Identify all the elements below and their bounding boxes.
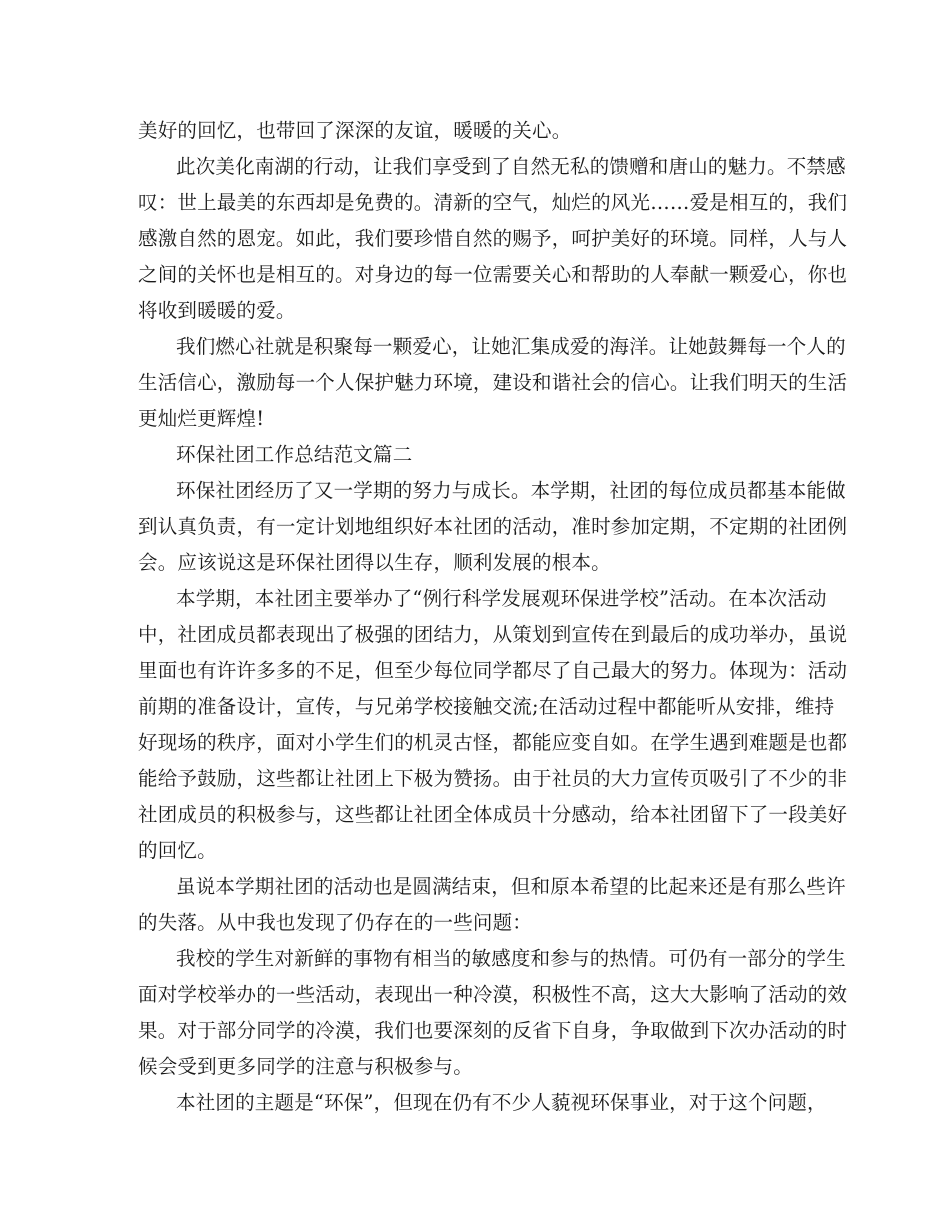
text-line: 中，社团成员都表现出了极强的团结力，从策划到宣传在到最后的成功举办，虽说 bbox=[138, 623, 848, 646]
text-line: 虽说本学期社团的活动也是圆满结束，但和原本希望的比起来还是有那么些许 bbox=[176, 875, 846, 898]
text-line: 环保社团经历了又一学期的努力与成长。本学期，社团的每位成员都基本能做 bbox=[176, 479, 846, 502]
text-line: 面对学校举办的一些活动，表现出一种冷漠，积极性不高，这大大影响了活动的效 bbox=[138, 983, 848, 1006]
text-line: 美好的回忆，也带回了深深的友谊，暖暖的关心。 bbox=[138, 119, 572, 142]
section-heading: 环保社团工作总结范文篇二 bbox=[176, 443, 413, 466]
text-line: 本社团的主题是“环保”，但现在仍有不少人藐视环保事业，对于这个问题， bbox=[176, 1091, 827, 1114]
text-line: 会。应该说这是环保社团得以生存，顺利发展的根本。 bbox=[138, 551, 611, 574]
text-line: 的失落。从中我也发现了仍存在的一些问题： bbox=[138, 911, 533, 934]
text-line: 能给予鼓励，这些都让社团上下极为赞扬。由于社员的大力宣传页吸引了不少的非 bbox=[138, 767, 848, 790]
text-line: 到认真负责，有一定计划地组织好本社团的活动，准时参加定期，不定期的社团例 bbox=[138, 515, 848, 538]
text-line: 社团成员的积极参与，这些都让社团全体成员十分感动，给本社团留下了一段美好 bbox=[138, 803, 848, 826]
text-line: 里面也有许许多多的不足，但至少每位同学都尽了自己最大的努力。体现为：活动 bbox=[138, 659, 848, 682]
text-line: 之间的关怀也是相互的。对身边的每一位需要关心和帮助的人奉献一颗爱心，你也 bbox=[138, 263, 848, 286]
text-line: 叹：世上最美的东西却是免费的。清新的空气，灿烂的风光……爱是相互的，我们 bbox=[138, 191, 848, 214]
text-line: 好现场的秩序，面对小学生们的机灵古怪，都能应变自如。在学生遇到难题是也都 bbox=[138, 731, 848, 754]
text-line: 我校的学生对新鲜的事物有相当的敏感度和参与的热情。可仍有一部分的学生 bbox=[176, 947, 846, 970]
text-line: 更灿烂更辉煌! bbox=[138, 407, 265, 430]
text-line: 感激自然的恩宠。如此，我们要珍惜自然的赐予，呵护美好的环境。同样，人与人 bbox=[138, 227, 848, 250]
text-line: 的回忆。 bbox=[138, 839, 217, 862]
text-line: 将收到暖暖的爱。 bbox=[138, 299, 296, 322]
text-line: 果。对于部分同学的冷漠，我们也要深刻的反省下自身，争取做到下次办活动的时 bbox=[138, 1019, 848, 1042]
text-line: 本学期，本社团主要举办了“例行科学发展观环保进学校”活动。在本次活动 bbox=[176, 587, 827, 610]
text-line: 此次美化南湖的行动，让我们享受到了自然无私的馈赠和唐山的魅力。不禁感 bbox=[176, 155, 846, 178]
text-line: 我们燃心社就是积聚每一颗爱心，让她汇集成爱的海洋。让她鼓舞每一个人的 bbox=[176, 335, 846, 358]
text-line: 候会受到更多同学的注意与积极参与。 bbox=[138, 1055, 473, 1078]
text-line: 前期的准备设计，宣传，与兄弟学校接触交流;在活动过程中都能听从安排，维持 bbox=[138, 695, 835, 718]
text-line: 生活信心，激励每一个人保护魅力环境，建设和谐社会的信心。让我们明天的生活 bbox=[138, 371, 848, 394]
